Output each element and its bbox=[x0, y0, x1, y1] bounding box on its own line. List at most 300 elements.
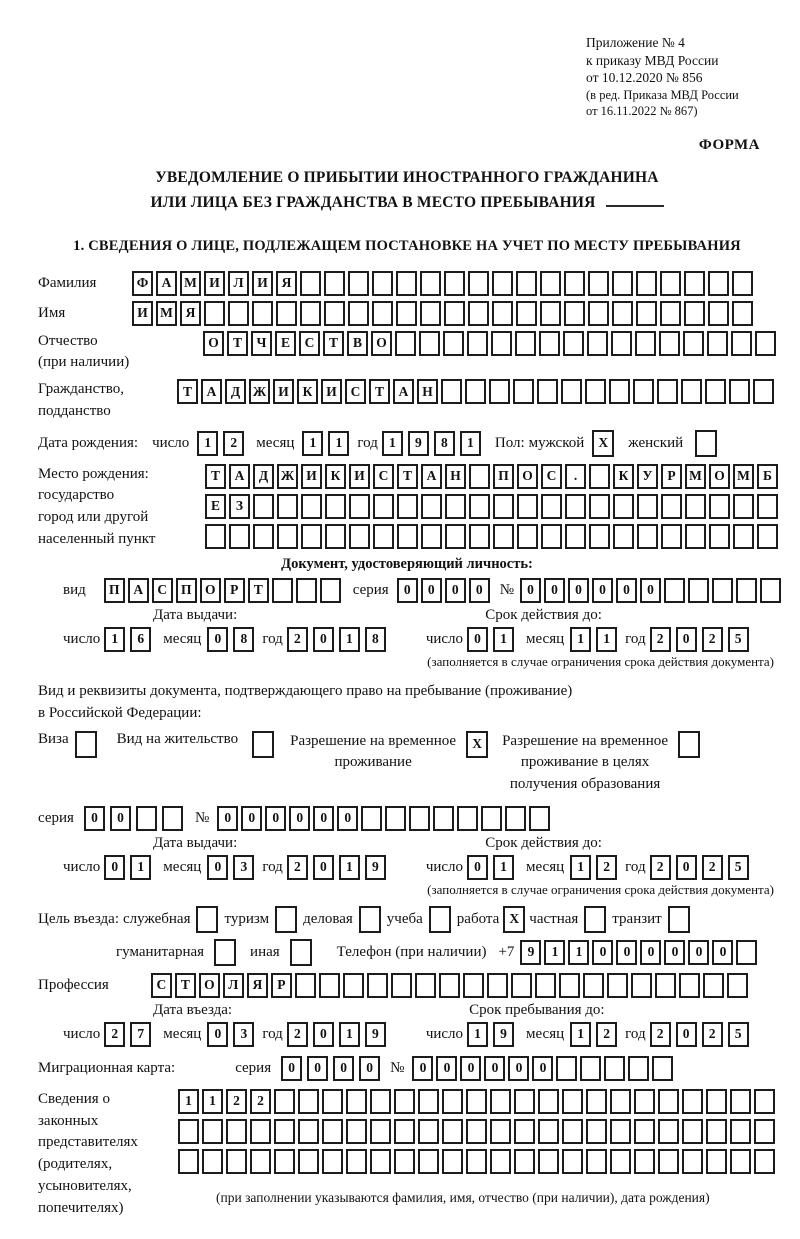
char-box[interactable]: С bbox=[152, 578, 173, 603]
char-box[interactable] bbox=[295, 973, 316, 998]
char-box[interactable]: 2 bbox=[287, 627, 308, 652]
char-box[interactable]: 0 bbox=[281, 1056, 302, 1081]
char-box[interactable] bbox=[517, 494, 538, 519]
char-box[interactable]: А bbox=[156, 271, 177, 296]
char-box[interactable] bbox=[469, 494, 490, 519]
char-box[interactable] bbox=[228, 301, 249, 326]
char-box[interactable] bbox=[253, 494, 274, 519]
char-box[interactable] bbox=[442, 1089, 463, 1114]
char-box[interactable] bbox=[490, 1149, 511, 1174]
char-box[interactable]: 5 bbox=[728, 1022, 749, 1047]
char-box[interactable] bbox=[514, 1089, 535, 1114]
char-box[interactable] bbox=[586, 1119, 607, 1144]
char-box[interactable]: А bbox=[201, 379, 222, 404]
char-box[interactable]: 0 bbox=[484, 1056, 505, 1081]
char-box[interactable] bbox=[636, 301, 657, 326]
char-box[interactable]: Ф bbox=[132, 271, 153, 296]
char-box[interactable] bbox=[757, 524, 778, 549]
char-box[interactable]: 1 bbox=[202, 1089, 223, 1114]
char-box[interactable] bbox=[635, 331, 656, 356]
char-box[interactable] bbox=[631, 973, 652, 998]
char-box[interactable] bbox=[517, 524, 538, 549]
char-box[interactable] bbox=[253, 524, 274, 549]
char-box[interactable]: 1 bbox=[570, 855, 591, 880]
char-box[interactable] bbox=[760, 578, 781, 603]
char-box[interactable] bbox=[226, 1149, 247, 1174]
char-box[interactable] bbox=[706, 1119, 727, 1144]
char-box[interactable] bbox=[441, 379, 462, 404]
char-box[interactable] bbox=[708, 301, 729, 326]
char-box[interactable] bbox=[658, 1149, 679, 1174]
char-box[interactable]: 0 bbox=[84, 806, 105, 831]
char-box[interactable] bbox=[682, 1119, 703, 1144]
char-box[interactable]: 1 bbox=[570, 627, 591, 652]
char-box[interactable] bbox=[705, 379, 726, 404]
char-box[interactable] bbox=[655, 973, 676, 998]
char-box[interactable]: 6 bbox=[130, 627, 151, 652]
char-box[interactable]: 1 bbox=[302, 431, 323, 456]
checkbox-cell[interactable] bbox=[290, 939, 312, 966]
char-box[interactable]: М bbox=[685, 464, 706, 489]
char-box[interactable] bbox=[272, 578, 293, 603]
char-box[interactable] bbox=[394, 1119, 415, 1144]
char-box[interactable] bbox=[202, 1119, 223, 1144]
char-box[interactable] bbox=[757, 494, 778, 519]
char-box[interactable] bbox=[322, 1149, 343, 1174]
char-box[interactable] bbox=[628, 1056, 649, 1081]
char-box[interactable] bbox=[657, 379, 678, 404]
char-box[interactable] bbox=[637, 494, 658, 519]
char-box[interactable]: 0 bbox=[676, 627, 697, 652]
char-box[interactable] bbox=[706, 1089, 727, 1114]
char-box[interactable] bbox=[439, 973, 460, 998]
char-box[interactable]: 2 bbox=[650, 627, 671, 652]
char-box[interactable]: С bbox=[541, 464, 562, 489]
char-box[interactable]: 1 bbox=[467, 1022, 488, 1047]
char-box[interactable] bbox=[391, 973, 412, 998]
char-box[interactable] bbox=[607, 973, 628, 998]
char-box[interactable]: У bbox=[637, 464, 658, 489]
char-box[interactable]: О bbox=[200, 578, 221, 603]
char-box[interactable] bbox=[658, 1119, 679, 1144]
char-box[interactable] bbox=[468, 301, 489, 326]
char-box[interactable] bbox=[660, 301, 681, 326]
char-box[interactable] bbox=[612, 301, 633, 326]
char-box[interactable] bbox=[372, 301, 393, 326]
char-box[interactable] bbox=[514, 1149, 535, 1174]
char-box[interactable] bbox=[466, 1089, 487, 1114]
char-box[interactable] bbox=[562, 1119, 583, 1144]
char-box[interactable]: 0 bbox=[436, 1056, 457, 1081]
char-box[interactable] bbox=[322, 1119, 343, 1144]
char-box[interactable]: Е bbox=[275, 331, 296, 356]
char-box[interactable] bbox=[733, 524, 754, 549]
char-box[interactable] bbox=[204, 301, 225, 326]
char-box[interactable] bbox=[754, 1149, 775, 1174]
char-box[interactable] bbox=[463, 973, 484, 998]
char-box[interactable] bbox=[564, 301, 585, 326]
char-box[interactable] bbox=[588, 271, 609, 296]
char-box[interactable]: 0 bbox=[532, 1056, 553, 1081]
char-box[interactable] bbox=[633, 379, 654, 404]
char-box[interactable]: 2 bbox=[287, 855, 308, 880]
char-box[interactable] bbox=[394, 1089, 415, 1114]
char-box[interactable]: Я bbox=[247, 973, 268, 998]
char-box[interactable] bbox=[516, 271, 537, 296]
checkbox-cell[interactable]: X bbox=[592, 430, 614, 457]
char-box[interactable] bbox=[658, 1089, 679, 1114]
char-box[interactable]: 9 bbox=[408, 431, 429, 456]
char-box[interactable] bbox=[707, 331, 728, 356]
char-box[interactable] bbox=[538, 1119, 559, 1144]
char-box[interactable]: 2 bbox=[650, 855, 671, 880]
char-box[interactable]: Н bbox=[417, 379, 438, 404]
char-box[interactable] bbox=[320, 578, 341, 603]
char-box[interactable]: М bbox=[156, 301, 177, 326]
char-box[interactable]: 1 bbox=[382, 431, 403, 456]
char-box[interactable]: 0 bbox=[289, 806, 310, 831]
char-box[interactable] bbox=[481, 806, 502, 831]
char-box[interactable]: 1 bbox=[339, 1022, 360, 1047]
checkbox-cell[interactable] bbox=[429, 906, 451, 933]
char-box[interactable] bbox=[252, 301, 273, 326]
char-box[interactable] bbox=[409, 806, 430, 831]
char-box[interactable] bbox=[709, 524, 730, 549]
char-box[interactable] bbox=[296, 578, 317, 603]
char-box[interactable]: 2 bbox=[226, 1089, 247, 1114]
char-box[interactable]: А bbox=[393, 379, 414, 404]
char-box[interactable]: Т bbox=[323, 331, 344, 356]
char-box[interactable] bbox=[442, 1149, 463, 1174]
char-box[interactable]: 1 bbox=[596, 627, 617, 652]
char-box[interactable] bbox=[559, 973, 580, 998]
char-box[interactable] bbox=[683, 331, 704, 356]
char-box[interactable] bbox=[418, 1149, 439, 1174]
char-box[interactable] bbox=[418, 1089, 439, 1114]
char-box[interactable] bbox=[634, 1089, 655, 1114]
char-box[interactable] bbox=[490, 1089, 511, 1114]
char-box[interactable]: 2 bbox=[104, 1022, 125, 1047]
char-box[interactable]: 2 bbox=[596, 855, 617, 880]
char-box[interactable]: 1 bbox=[104, 627, 125, 652]
char-box[interactable] bbox=[712, 578, 733, 603]
char-box[interactable]: С bbox=[151, 973, 172, 998]
char-box[interactable]: 3 bbox=[233, 855, 254, 880]
char-box[interactable] bbox=[685, 524, 706, 549]
char-box[interactable]: К bbox=[613, 464, 634, 489]
char-box[interactable]: 0 bbox=[520, 578, 541, 603]
char-box[interactable] bbox=[136, 806, 157, 831]
char-box[interactable] bbox=[445, 524, 466, 549]
char-box[interactable] bbox=[493, 524, 514, 549]
checkbox-cell[interactable] bbox=[252, 731, 274, 758]
char-box[interactable]: 0 bbox=[616, 940, 637, 965]
char-box[interactable] bbox=[732, 271, 753, 296]
char-box[interactable]: 1 bbox=[493, 627, 514, 652]
char-box[interactable] bbox=[659, 331, 680, 356]
char-box[interactable] bbox=[513, 379, 534, 404]
char-box[interactable]: 0 bbox=[313, 855, 334, 880]
char-box[interactable] bbox=[466, 1149, 487, 1174]
char-box[interactable] bbox=[491, 331, 512, 356]
char-box[interactable]: 0 bbox=[544, 578, 565, 603]
char-box[interactable] bbox=[343, 973, 364, 998]
char-box[interactable] bbox=[679, 973, 700, 998]
char-box[interactable] bbox=[586, 1149, 607, 1174]
char-box[interactable] bbox=[661, 494, 682, 519]
char-box[interactable] bbox=[565, 524, 586, 549]
char-box[interactable] bbox=[636, 271, 657, 296]
char-box[interactable] bbox=[612, 271, 633, 296]
char-box[interactable] bbox=[753, 379, 774, 404]
char-box[interactable] bbox=[373, 524, 394, 549]
char-box[interactable]: 0 bbox=[359, 1056, 380, 1081]
char-box[interactable]: 0 bbox=[508, 1056, 529, 1081]
char-box[interactable]: И bbox=[273, 379, 294, 404]
char-box[interactable]: Я bbox=[276, 271, 297, 296]
char-box[interactable]: И bbox=[204, 271, 225, 296]
char-box[interactable]: 0 bbox=[640, 940, 661, 965]
char-box[interactable]: 1 bbox=[460, 431, 481, 456]
char-box[interactable] bbox=[565, 494, 586, 519]
char-box[interactable] bbox=[703, 973, 724, 998]
char-box[interactable]: 0 bbox=[712, 940, 733, 965]
char-box[interactable]: Т bbox=[397, 464, 418, 489]
char-box[interactable] bbox=[370, 1089, 391, 1114]
char-box[interactable]: 8 bbox=[434, 431, 455, 456]
char-box[interactable] bbox=[634, 1119, 655, 1144]
char-box[interactable]: 0 bbox=[469, 578, 490, 603]
char-box[interactable]: 3 bbox=[233, 1022, 254, 1047]
char-box[interactable] bbox=[613, 494, 634, 519]
char-box[interactable]: 8 bbox=[233, 627, 254, 652]
char-box[interactable] bbox=[610, 1149, 631, 1174]
char-box[interactable] bbox=[226, 1119, 247, 1144]
char-box[interactable]: 9 bbox=[520, 940, 541, 965]
char-box[interactable] bbox=[754, 1119, 775, 1144]
char-box[interactable]: 1 bbox=[130, 855, 151, 880]
char-box[interactable]: С bbox=[345, 379, 366, 404]
char-box[interactable]: 1 bbox=[197, 431, 218, 456]
char-box[interactable]: 5 bbox=[728, 855, 749, 880]
char-box[interactable]: 0 bbox=[467, 855, 488, 880]
char-box[interactable]: Р bbox=[271, 973, 292, 998]
char-box[interactable] bbox=[394, 1149, 415, 1174]
char-box[interactable]: 0 bbox=[568, 578, 589, 603]
char-box[interactable]: 1 bbox=[570, 1022, 591, 1047]
char-box[interactable] bbox=[443, 331, 464, 356]
char-box[interactable] bbox=[493, 494, 514, 519]
char-box[interactable] bbox=[274, 1119, 295, 1144]
char-box[interactable] bbox=[490, 1119, 511, 1144]
char-box[interactable]: И bbox=[321, 379, 342, 404]
char-box[interactable] bbox=[300, 301, 321, 326]
checkbox-cell[interactable] bbox=[359, 906, 381, 933]
char-box[interactable] bbox=[492, 271, 513, 296]
char-box[interactable] bbox=[729, 379, 750, 404]
char-box[interactable] bbox=[250, 1119, 271, 1144]
char-box[interactable] bbox=[637, 524, 658, 549]
char-box[interactable]: О bbox=[709, 464, 730, 489]
char-box[interactable]: 8 bbox=[365, 627, 386, 652]
char-box[interactable] bbox=[541, 494, 562, 519]
title-blank-line[interactable] bbox=[606, 192, 664, 207]
char-box[interactable]: 9 bbox=[493, 1022, 514, 1047]
char-box[interactable] bbox=[610, 1119, 631, 1144]
char-box[interactable]: . bbox=[565, 464, 586, 489]
char-box[interactable] bbox=[325, 494, 346, 519]
char-box[interactable] bbox=[736, 578, 757, 603]
char-box[interactable]: Т bbox=[175, 973, 196, 998]
char-box[interactable] bbox=[613, 524, 634, 549]
char-box[interactable]: Н bbox=[445, 464, 466, 489]
char-box[interactable]: 2 bbox=[702, 627, 723, 652]
char-box[interactable]: П bbox=[176, 578, 197, 603]
char-box[interactable]: 0 bbox=[640, 578, 661, 603]
char-box[interactable]: 0 bbox=[110, 806, 131, 831]
char-box[interactable]: М bbox=[180, 271, 201, 296]
char-box[interactable] bbox=[732, 301, 753, 326]
char-box[interactable] bbox=[298, 1149, 319, 1174]
char-box[interactable] bbox=[587, 331, 608, 356]
char-box[interactable] bbox=[419, 331, 440, 356]
char-box[interactable] bbox=[537, 379, 558, 404]
char-box[interactable] bbox=[505, 806, 526, 831]
char-box[interactable] bbox=[727, 973, 748, 998]
char-box[interactable] bbox=[589, 524, 610, 549]
char-box[interactable]: К bbox=[297, 379, 318, 404]
char-box[interactable] bbox=[660, 271, 681, 296]
char-box[interactable] bbox=[372, 271, 393, 296]
char-box[interactable]: 0 bbox=[241, 806, 262, 831]
char-box[interactable]: Р bbox=[224, 578, 245, 603]
char-box[interactable]: 0 bbox=[592, 578, 613, 603]
char-box[interactable] bbox=[178, 1149, 199, 1174]
char-box[interactable]: А bbox=[421, 464, 442, 489]
char-box[interactable] bbox=[556, 1056, 577, 1081]
char-box[interactable] bbox=[346, 1149, 367, 1174]
char-box[interactable] bbox=[349, 494, 370, 519]
char-box[interactable]: 1 bbox=[178, 1089, 199, 1114]
char-box[interactable] bbox=[583, 973, 604, 998]
char-box[interactable]: 7 bbox=[130, 1022, 151, 1047]
char-box[interactable]: 0 bbox=[313, 806, 334, 831]
char-box[interactable] bbox=[469, 524, 490, 549]
char-box[interactable] bbox=[178, 1119, 199, 1144]
char-box[interactable] bbox=[301, 494, 322, 519]
char-box[interactable]: В bbox=[347, 331, 368, 356]
char-box[interactable] bbox=[421, 494, 442, 519]
char-box[interactable]: П bbox=[104, 578, 125, 603]
char-box[interactable]: 0 bbox=[313, 627, 334, 652]
char-box[interactable]: 0 bbox=[445, 578, 466, 603]
char-box[interactable]: 0 bbox=[676, 1022, 697, 1047]
char-box[interactable] bbox=[319, 973, 340, 998]
char-box[interactable] bbox=[634, 1149, 655, 1174]
char-box[interactable]: С bbox=[373, 464, 394, 489]
char-box[interactable] bbox=[349, 524, 370, 549]
char-box[interactable]: Ж bbox=[249, 379, 270, 404]
char-box[interactable]: 0 bbox=[207, 855, 228, 880]
char-box[interactable] bbox=[346, 1089, 367, 1114]
char-box[interactable]: 0 bbox=[207, 627, 228, 652]
char-box[interactable]: 0 bbox=[397, 578, 418, 603]
checkbox-cell[interactable] bbox=[584, 906, 606, 933]
char-box[interactable] bbox=[397, 524, 418, 549]
char-box[interactable]: Л bbox=[223, 973, 244, 998]
char-box[interactable] bbox=[418, 1119, 439, 1144]
char-box[interactable]: Т bbox=[227, 331, 248, 356]
char-box[interactable]: 0 bbox=[307, 1056, 328, 1081]
char-box[interactable] bbox=[730, 1149, 751, 1174]
char-box[interactable]: О bbox=[517, 464, 538, 489]
char-box[interactable] bbox=[346, 1119, 367, 1144]
char-box[interactable] bbox=[487, 973, 508, 998]
char-box[interactable]: Т bbox=[205, 464, 226, 489]
char-box[interactable] bbox=[444, 301, 465, 326]
char-box[interactable]: 0 bbox=[104, 855, 125, 880]
char-box[interactable]: 0 bbox=[412, 1056, 433, 1081]
char-box[interactable] bbox=[274, 1149, 295, 1174]
char-box[interactable]: 2 bbox=[287, 1022, 308, 1047]
char-box[interactable] bbox=[274, 1089, 295, 1114]
char-box[interactable] bbox=[367, 973, 388, 998]
char-box[interactable]: 9 bbox=[365, 1022, 386, 1047]
char-box[interactable]: 1 bbox=[493, 855, 514, 880]
char-box[interactable]: И bbox=[301, 464, 322, 489]
char-box[interactable] bbox=[370, 1119, 391, 1144]
checkbox-cell[interactable] bbox=[214, 939, 236, 966]
char-box[interactable]: Р bbox=[661, 464, 682, 489]
char-box[interactable] bbox=[433, 806, 454, 831]
char-box[interactable] bbox=[561, 379, 582, 404]
char-box[interactable] bbox=[421, 524, 442, 549]
char-box[interactable]: 0 bbox=[337, 806, 358, 831]
char-box[interactable] bbox=[511, 973, 532, 998]
checkbox-cell[interactable] bbox=[196, 906, 218, 933]
char-box[interactable] bbox=[205, 524, 226, 549]
char-box[interactable]: О bbox=[199, 973, 220, 998]
char-box[interactable]: Ж bbox=[277, 464, 298, 489]
char-box[interactable] bbox=[229, 524, 250, 549]
char-box[interactable]: 0 bbox=[467, 627, 488, 652]
char-box[interactable] bbox=[514, 1119, 535, 1144]
char-box[interactable] bbox=[684, 301, 705, 326]
char-box[interactable] bbox=[162, 806, 183, 831]
char-box[interactable] bbox=[277, 524, 298, 549]
char-box[interactable]: 0 bbox=[688, 940, 709, 965]
char-box[interactable] bbox=[489, 379, 510, 404]
char-box[interactable] bbox=[610, 1089, 631, 1114]
char-box[interactable] bbox=[361, 806, 382, 831]
char-box[interactable] bbox=[681, 379, 702, 404]
char-box[interactable] bbox=[348, 301, 369, 326]
char-box[interactable] bbox=[604, 1056, 625, 1081]
char-box[interactable] bbox=[585, 379, 606, 404]
char-box[interactable] bbox=[202, 1149, 223, 1174]
checkbox-cell[interactable] bbox=[678, 731, 700, 758]
char-box[interactable]: Ч bbox=[251, 331, 272, 356]
char-box[interactable] bbox=[276, 301, 297, 326]
char-box[interactable] bbox=[300, 271, 321, 296]
char-box[interactable] bbox=[682, 1149, 703, 1174]
char-box[interactable]: 0 bbox=[676, 855, 697, 880]
char-box[interactable] bbox=[529, 806, 550, 831]
char-box[interactable] bbox=[682, 1089, 703, 1114]
char-box[interactable]: Д bbox=[253, 464, 274, 489]
char-box[interactable] bbox=[685, 494, 706, 519]
char-box[interactable] bbox=[515, 331, 536, 356]
